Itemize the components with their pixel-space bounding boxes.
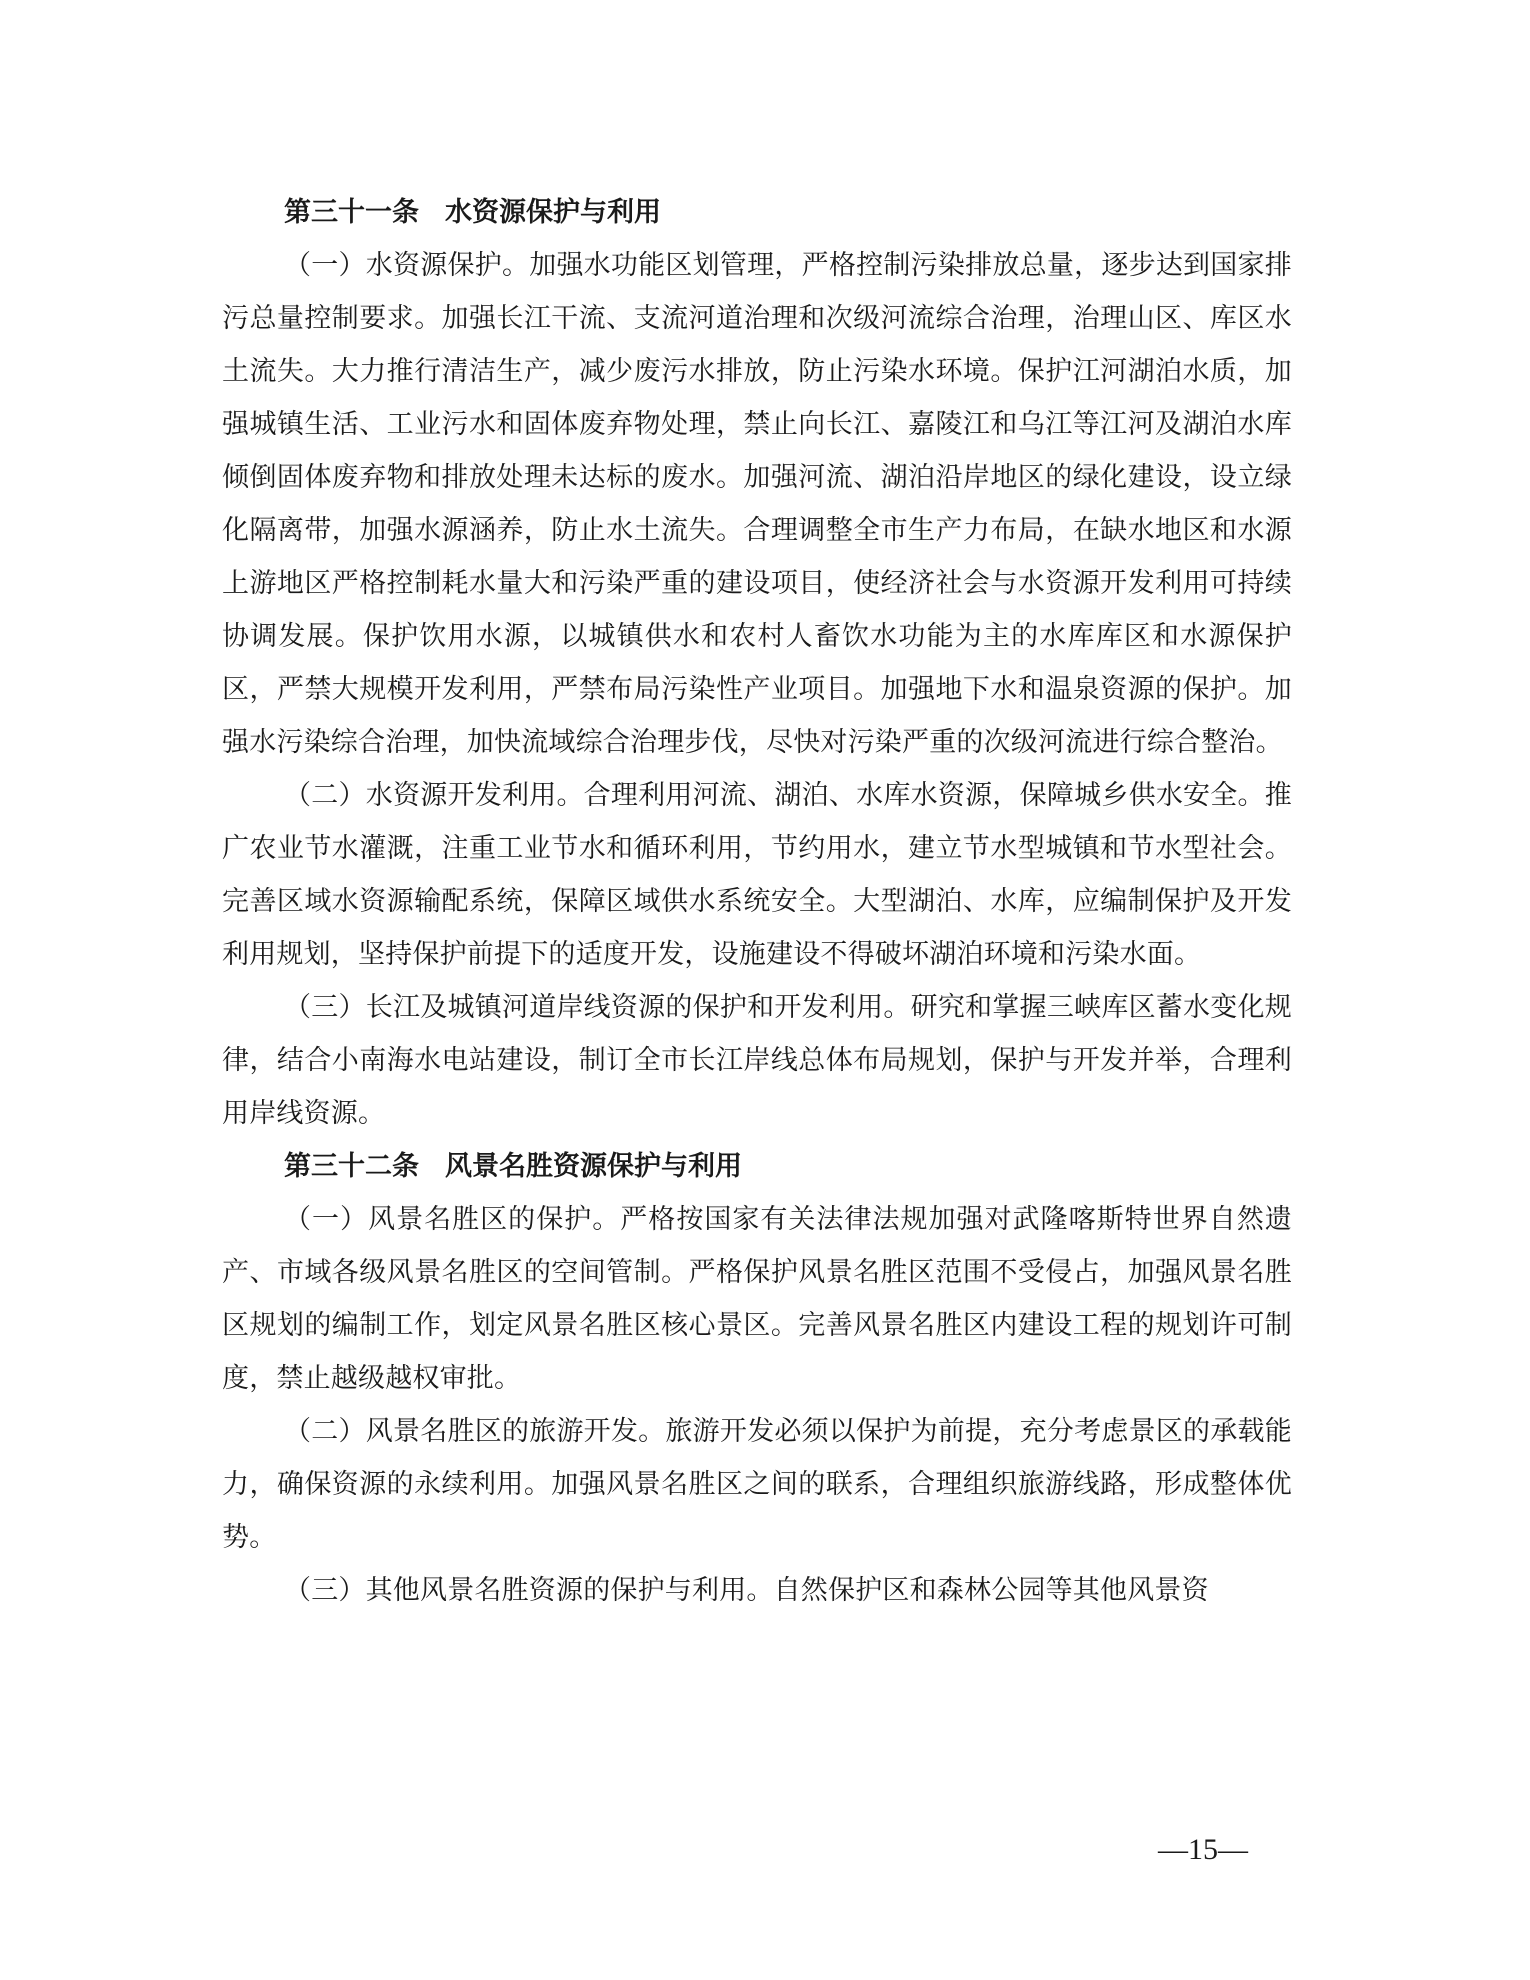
page-number: —15—	[1158, 1833, 1248, 1866]
article-32-paragraph-2: （二）风景名胜区的旅游开发。旅游开发必须以保护为前提，充分考虑景区的承载能力，确保资源的永续利用。加强风景名胜区之间的联系，合理组织旅游线路，形成整体优势。	[222, 1416, 1292, 1553]
article-32-paragraph-1: （一）风景名胜区的保护。严格按国家有关法律法规加强对武隆喀斯特世界自然遗产、市域各级风景名胜区的空间管制。严格保护风景名胜区范围不受侵占，加强风景名胜区规划的编制工作，划定风景名胜区核心景区。完善风景名胜区内建设工程的规划许可制度，禁止越级越权审批。	[222, 1204, 1292, 1394]
article-31-paragraph-2: （二）水资源开发利用。合理利用河流、湖泊、水库水资源，保障城乡供水安全。推广农业节水灌溉，注重工业节水和循环利用，节约用水，建立节水型城镇和节水型社会。完善区域水资源输配系统，保障区域供水系统安全。大型湖泊、水库，应编制保护及开发利用规划，坚持保护前提下的适度开发，设施建设不得破坏湖泊环境和污染水面。	[222, 780, 1292, 970]
article-31-paragraph-3: （三）长江及城镇河道岸线资源的保护和开发利用。研究和掌握三峡库区蓄水变化规律，结合小南海水电站建设，制订全市长江岸线总体布局规划，保护与开发并举，合理利用岸线资源。	[222, 992, 1292, 1129]
article-31-number: 第三十一条	[284, 197, 419, 228]
document-body	[222, 186, 1292, 1617]
article-32-title: 风景名胜资源保护与利用	[445, 1151, 742, 1182]
article-31-heading	[222, 186, 1292, 239]
article-32-heading	[222, 1140, 1292, 1193]
article-31-paragraph-1: （一）水资源保护。加强水功能区划管理，严格控制污染排放总量，逐步达到国家排污总量控制要求。加强长江干流、支流河道治理和次级河流综合治理，治理山区、库区水土流失。大力推行清洁生产，减少废污水排放，防止污染水环境。保护江河湖泊水质，加强城镇生活、工业污水和固体废弃物处理，禁止向长江、嘉陵江和乌江等江河及湖泊水库倾倒固体废弃物和排放处理未达标的废水。加强河流、湖泊沿岸地区的绿化建设，设立绿化隔离带，加强水源涵养，防止水土流失。合理调整全市生产力布局，在缺水地区和水源上游地区严格控制耗水量大和污染严重的建设项目，使经济社会与水资源开发利用可持续协调发展。保护饮用水源，以城镇供水和农村人畜饮水功能为主的水库库区和水源保护区，严禁大规模开发利用，严禁布局污染性产业项目。加强地下水和温泉资源的保护。加强水污染综合治理，加快流域综合治理步伐，尽快对污染严重的次级河流进行综合整治。	[222, 250, 1292, 758]
article-32-number: 第三十二条	[284, 1151, 419, 1182]
article-32-paragraph-3: （三）其他风景名胜资源的保护与利用。自然保护区和森林公园等其他风景资	[284, 1575, 1209, 1606]
article-31-title: 水资源保护与利用	[445, 197, 661, 228]
